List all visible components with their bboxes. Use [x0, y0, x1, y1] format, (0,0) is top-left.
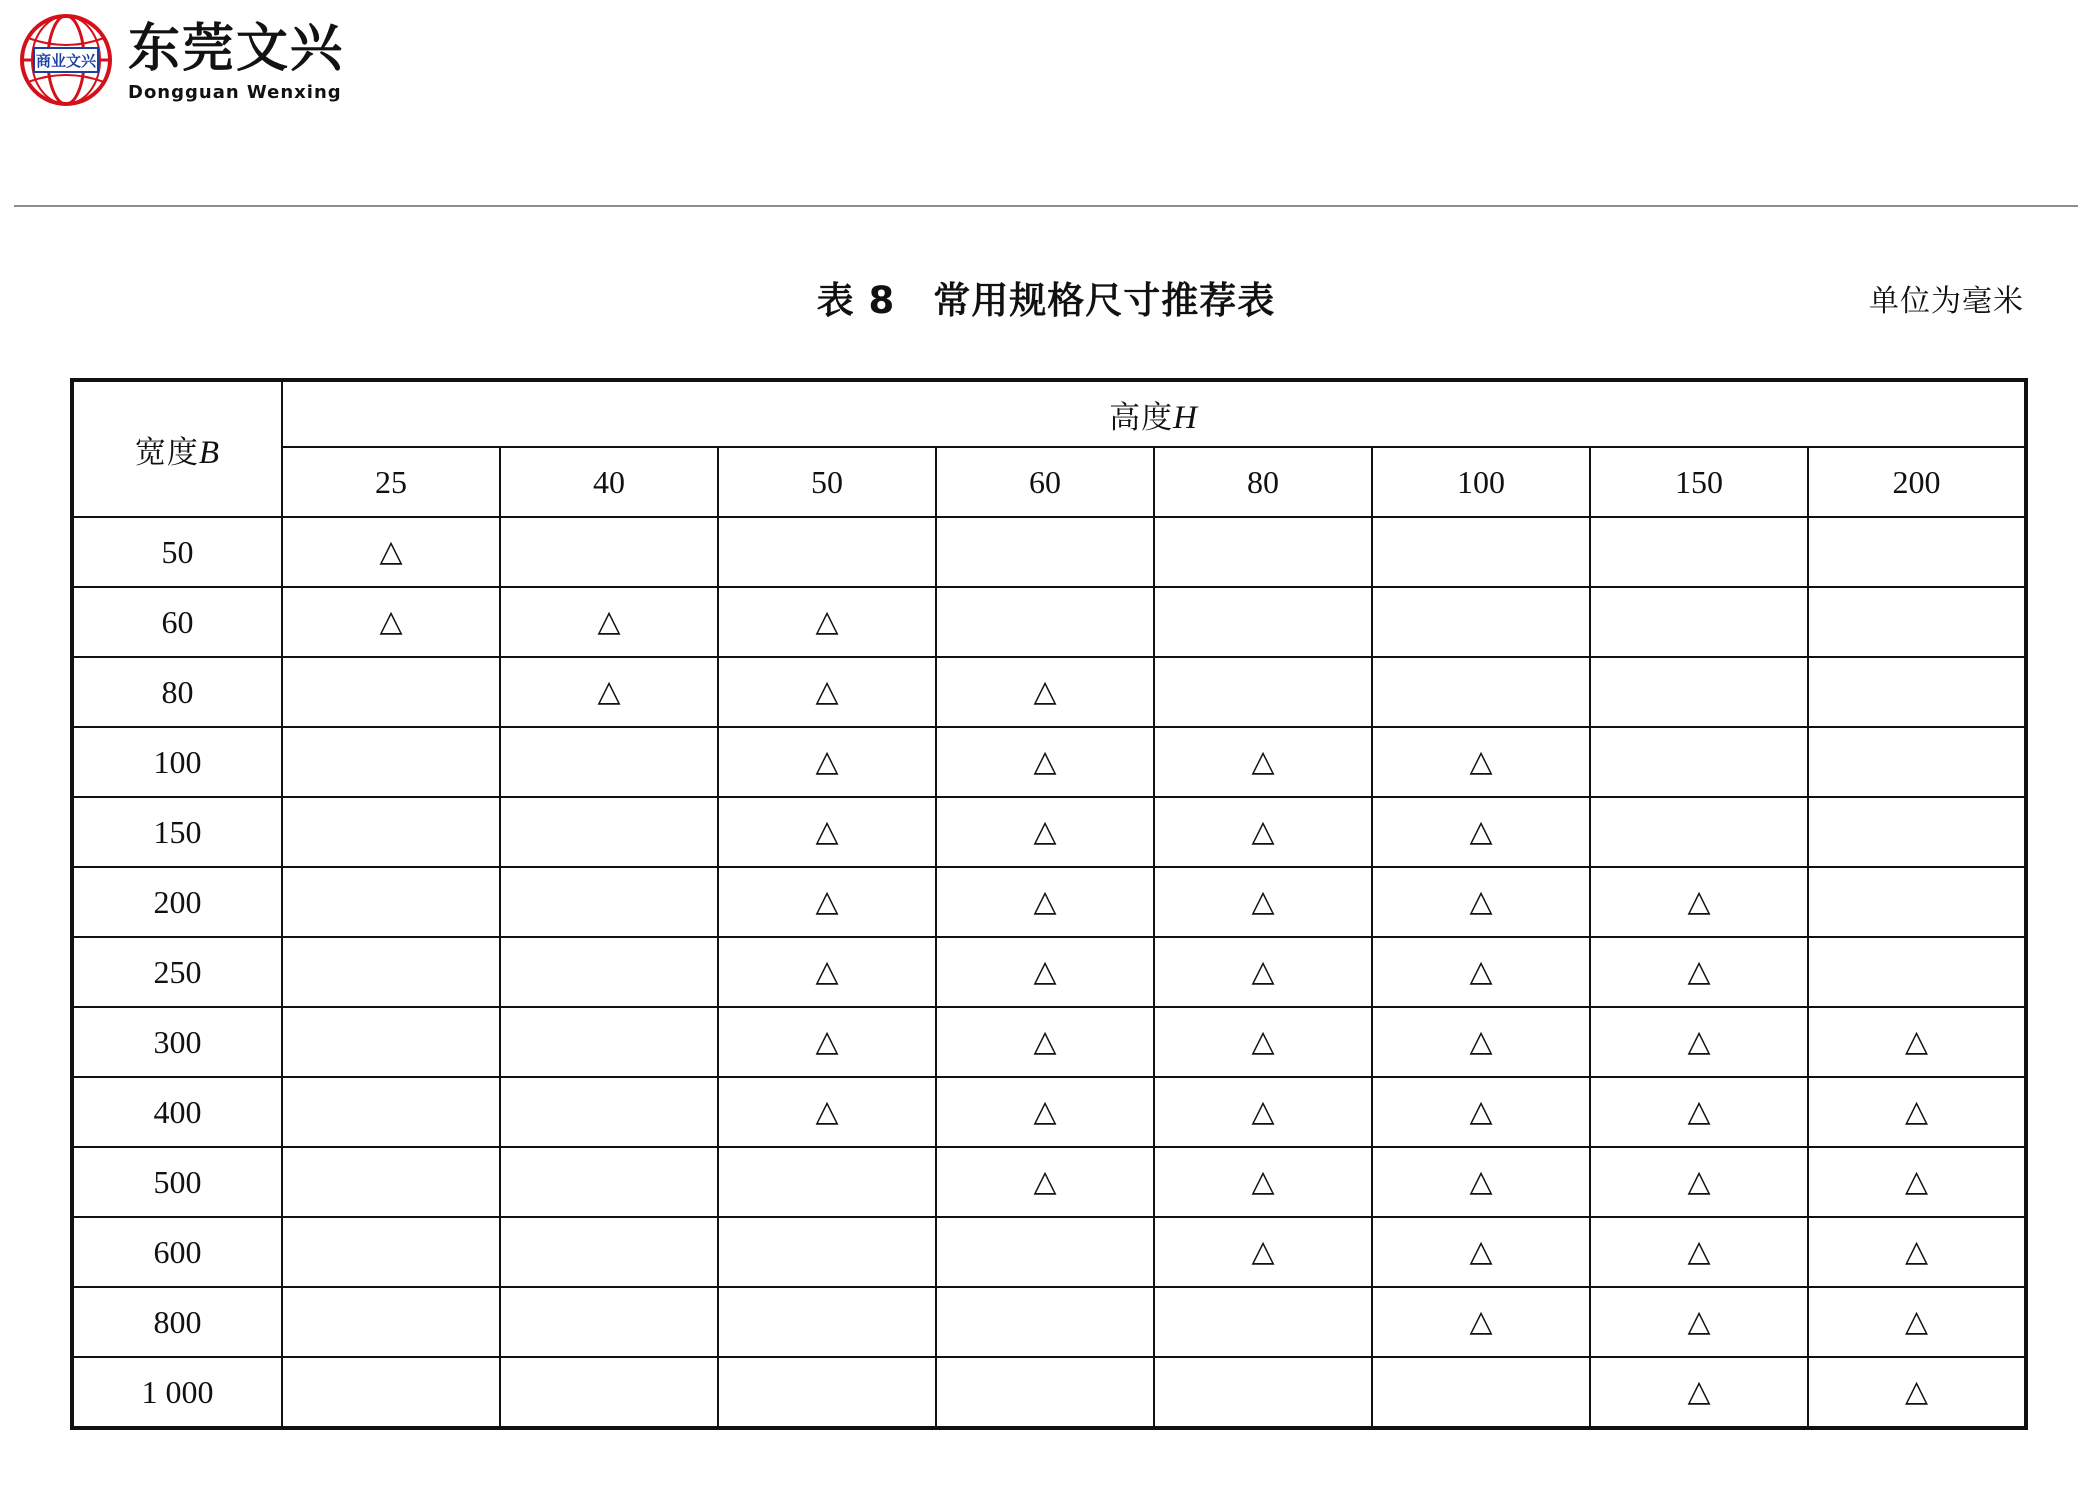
cell-b50-h60: [936, 517, 1154, 587]
cell-b500-h40: [500, 1147, 718, 1217]
triangle-mark-icon: △: [1033, 954, 1057, 989]
cell-b1000-h60: [936, 1357, 1154, 1428]
triangle-mark-icon: △: [1033, 674, 1057, 709]
company-logo: [14, 8, 344, 112]
cell-b300-h60: [936, 1007, 1154, 1077]
triangle-mark-icon: △: [1033, 884, 1057, 919]
cell-b60-h100: [1372, 587, 1590, 657]
triangle-mark-icon: △: [1251, 1094, 1275, 1129]
table-row: [72, 517, 2026, 587]
cell-b500-h200: [1808, 1147, 2026, 1217]
cell-b150-h200: [1808, 797, 2026, 867]
logo-english-name: Dongguan Wenxing: [128, 81, 342, 103]
table-row: [72, 1287, 2026, 1357]
triangle-mark-icon: △: [815, 954, 839, 989]
triangle-mark-icon: △: [1469, 744, 1493, 779]
header-height-25: 25: [282, 447, 500, 517]
cell-b600-h60: [936, 1217, 1154, 1287]
row-label-width-60: 60: [72, 587, 282, 657]
cell-b500-h25: [282, 1147, 500, 1217]
cell-b300-h50: [718, 1007, 936, 1077]
table-row: [72, 1217, 2026, 1287]
row-label-width-400: 400: [72, 1077, 282, 1147]
svg-text:商业文兴: 商业文兴: [35, 52, 97, 70]
cell-b50-h200: [1808, 517, 2026, 587]
cell-b1000-h80: [1154, 1357, 1372, 1428]
header-divider: [14, 205, 2078, 207]
cell-b500-h80: [1154, 1147, 1372, 1217]
triangle-mark-icon: △: [1469, 884, 1493, 919]
triangle-mark-icon: △: [379, 604, 403, 639]
cell-b250-h200: [1808, 937, 2026, 1007]
header-height-h-text: 高度: [1109, 399, 1174, 436]
triangle-mark-icon: △: [1469, 1094, 1493, 1129]
cell-b500-h50: [718, 1147, 936, 1217]
table-head-row-columns: [72, 447, 2026, 517]
table-row: [72, 937, 2026, 1007]
triangle-mark-icon: △: [1905, 1094, 1929, 1129]
row-label-width-500: 500: [72, 1147, 282, 1217]
triangle-mark-icon: △: [1905, 1374, 1929, 1409]
triangle-mark-icon: △: [1251, 954, 1275, 989]
table-row: [72, 867, 2026, 937]
cell-b50-h25: [282, 517, 500, 587]
cell-b80-h50: [718, 657, 936, 727]
triangle-mark-icon: △: [815, 604, 839, 639]
table-row: [72, 1007, 2026, 1077]
cell-b150-h25: [282, 797, 500, 867]
header-height-h-symbol: H: [1173, 399, 1198, 436]
cell-b150-h150: [1590, 797, 1808, 867]
cell-b200-h80: [1154, 867, 1372, 937]
table-row: [72, 727, 2026, 797]
cell-b300-h100: [1372, 1007, 1590, 1077]
cell-b60-h25: [282, 587, 500, 657]
triangle-mark-icon: △: [597, 674, 621, 709]
header-width-b-symbol: B: [198, 434, 221, 471]
cell-b600-h25: [282, 1217, 500, 1287]
cell-b100-h80: [1154, 727, 1372, 797]
row-label-width-100: 100: [72, 727, 282, 797]
row-label-width-300: 300: [72, 1007, 282, 1077]
cell-b500-h100: [1372, 1147, 1590, 1217]
triangle-mark-icon: △: [1033, 744, 1057, 779]
cell-b60-h200: [1808, 587, 2026, 657]
cell-b100-h150: [1590, 727, 1808, 797]
cell-b500-h150: [1590, 1147, 1808, 1217]
cell-b300-h25: [282, 1007, 500, 1077]
row-label-width-150: 150: [72, 797, 282, 867]
cell-b80-h150: [1590, 657, 1808, 727]
header-height-50: 50: [718, 447, 936, 517]
cell-b100-h25: [282, 727, 500, 797]
cell-b300-h40: [500, 1007, 718, 1077]
cell-b150-h100: [1372, 797, 1590, 867]
table-row: [72, 797, 2026, 867]
header-height-40: 40: [500, 447, 718, 517]
cell-b250-h60: [936, 937, 1154, 1007]
triangle-mark-icon: △: [1251, 884, 1275, 919]
cell-b400-h60: [936, 1077, 1154, 1147]
triangle-mark-icon: △: [1033, 1094, 1057, 1129]
cell-b300-h150: [1590, 1007, 1808, 1077]
cell-b80-h80: [1154, 657, 1372, 727]
cell-b600-h80: [1154, 1217, 1372, 1287]
triangle-mark-icon: △: [1687, 1374, 1711, 1409]
cell-b1000-h200: [1808, 1357, 2026, 1428]
triangle-mark-icon: △: [1033, 814, 1057, 849]
cell-b80-h25: [282, 657, 500, 727]
cell-b500-h60: [936, 1147, 1154, 1217]
header-width-b: [72, 380, 282, 517]
cell-b600-h100: [1372, 1217, 1590, 1287]
globe-logo-icon: [14, 8, 118, 112]
triangle-mark-icon: △: [1251, 814, 1275, 849]
spec-table: [70, 378, 2028, 1430]
cell-b800-h50: [718, 1287, 936, 1357]
cell-b200-h100: [1372, 867, 1590, 937]
triangle-mark-icon: △: [1469, 1234, 1493, 1269]
cell-b1000-h40: [500, 1357, 718, 1428]
cell-b400-h200: [1808, 1077, 2026, 1147]
cell-b150-h80: [1154, 797, 1372, 867]
cell-b800-h150: [1590, 1287, 1808, 1357]
cell-b400-h100: [1372, 1077, 1590, 1147]
row-label-width-80: 80: [72, 657, 282, 727]
cell-b250-h25: [282, 937, 500, 1007]
cell-b300-h200: [1808, 1007, 2026, 1077]
cell-b200-h50: [718, 867, 936, 937]
table-body: [72, 517, 2026, 1428]
row-label-width-50: 50: [72, 517, 282, 587]
row-label-width-200: 200: [72, 867, 282, 937]
triangle-mark-icon: △: [597, 604, 621, 639]
cell-b400-h40: [500, 1077, 718, 1147]
cell-b100-h40: [500, 727, 718, 797]
header-height-60: 60: [936, 447, 1154, 517]
triangle-mark-icon: △: [1251, 1024, 1275, 1059]
cell-b300-h80: [1154, 1007, 1372, 1077]
cell-b250-h40: [500, 937, 718, 1007]
table-head-row-group: [72, 380, 2026, 447]
cell-b80-h40: [500, 657, 718, 727]
cell-b800-h80: [1154, 1287, 1372, 1357]
cell-b60-h80: [1154, 587, 1372, 657]
cell-b100-h100: [1372, 727, 1590, 797]
cell-b800-h100: [1372, 1287, 1590, 1357]
triangle-mark-icon: △: [1905, 1164, 1929, 1199]
cell-b1000-h25: [282, 1357, 500, 1428]
triangle-mark-icon: △: [1687, 954, 1711, 989]
triangle-mark-icon: △: [1033, 1024, 1057, 1059]
cell-b400-h25: [282, 1077, 500, 1147]
triangle-mark-icon: △: [1469, 1164, 1493, 1199]
triangle-mark-icon: △: [1687, 1024, 1711, 1059]
cell-b100-h60: [936, 727, 1154, 797]
cell-b250-h50: [718, 937, 936, 1007]
row-label-width-1000: 1 000: [72, 1357, 282, 1428]
cell-b250-h80: [1154, 937, 1372, 1007]
triangle-mark-icon: △: [815, 884, 839, 919]
cell-b1000-h50: [718, 1357, 936, 1428]
table-row: [72, 1077, 2026, 1147]
cell-b200-h60: [936, 867, 1154, 937]
cell-b250-h150: [1590, 937, 1808, 1007]
cell-b800-h60: [936, 1287, 1154, 1357]
triangle-mark-icon: △: [379, 534, 403, 569]
triangle-mark-icon: △: [815, 674, 839, 709]
triangle-mark-icon: △: [1251, 1164, 1275, 1199]
title-row: [0, 270, 2092, 330]
triangle-mark-icon: △: [1251, 1234, 1275, 1269]
cell-b150-h50: [718, 797, 936, 867]
cell-b800-h40: [500, 1287, 718, 1357]
cell-b60-h60: [936, 587, 1154, 657]
unit-note: 单位为毫米: [1869, 284, 2024, 319]
cell-b600-h200: [1808, 1217, 2026, 1287]
cell-b50-h80: [1154, 517, 1372, 587]
cell-b60-h50: [718, 587, 936, 657]
table-head: [72, 380, 2026, 517]
triangle-mark-icon: △: [1687, 1094, 1711, 1129]
triangle-mark-icon: △: [1469, 1304, 1493, 1339]
cell-b250-h100: [1372, 937, 1590, 1007]
cell-b50-h150: [1590, 517, 1808, 587]
triangle-mark-icon: △: [1469, 954, 1493, 989]
logo-chinese-name: 东莞文兴: [128, 18, 345, 79]
cell-b60-h40: [500, 587, 718, 657]
triangle-mark-icon: △: [1687, 1234, 1711, 1269]
triangle-mark-icon: △: [1033, 1164, 1057, 1199]
triangle-mark-icon: △: [815, 1094, 839, 1129]
triangle-mark-icon: △: [1251, 744, 1275, 779]
table-row: [72, 657, 2026, 727]
cell-b1000-h100: [1372, 1357, 1590, 1428]
cell-b600-h150: [1590, 1217, 1808, 1287]
header-width-b-text: 宽度: [134, 434, 199, 471]
cell-b60-h150: [1590, 587, 1808, 657]
triangle-mark-icon: △: [1905, 1024, 1929, 1059]
triangle-mark-icon: △: [1687, 1164, 1711, 1199]
header-height-100: 100: [1372, 447, 1590, 517]
cell-b800-h25: [282, 1287, 500, 1357]
cell-b1000-h150: [1590, 1357, 1808, 1428]
triangle-mark-icon: △: [1469, 1024, 1493, 1059]
cell-b200-h25: [282, 867, 500, 937]
triangle-mark-icon: △: [1687, 1304, 1711, 1339]
cell-b150-h60: [936, 797, 1154, 867]
row-label-width-600: 600: [72, 1217, 282, 1287]
header-height-150: 150: [1590, 447, 1808, 517]
header-height-200: 200: [1808, 447, 2026, 517]
cell-b80-h100: [1372, 657, 1590, 727]
cell-b50-h100: [1372, 517, 1590, 587]
page-title: 表 8 常用规格尺寸推荐表: [816, 279, 1276, 322]
table-row: [72, 1357, 2026, 1428]
cell-b80-h200: [1808, 657, 2026, 727]
header-height-80: 80: [1154, 447, 1372, 517]
triangle-mark-icon: △: [815, 744, 839, 779]
cell-b400-h150: [1590, 1077, 1808, 1147]
triangle-mark-icon: △: [1905, 1234, 1929, 1269]
cell-b200-h150: [1590, 867, 1808, 937]
cell-b600-h50: [718, 1217, 936, 1287]
cell-b400-h80: [1154, 1077, 1372, 1147]
cell-b100-h50: [718, 727, 936, 797]
triangle-mark-icon: △: [1687, 884, 1711, 919]
cell-b200-h40: [500, 867, 718, 937]
cell-b50-h50: [718, 517, 936, 587]
cell-b800-h200: [1808, 1287, 2026, 1357]
header-height-h: [282, 380, 2026, 447]
cell-b600-h40: [500, 1217, 718, 1287]
cell-b50-h40: [500, 517, 718, 587]
cell-b150-h40: [500, 797, 718, 867]
spec-table-wrapper: [70, 378, 2028, 1430]
triangle-mark-icon: △: [1905, 1304, 1929, 1339]
row-label-width-800: 800: [72, 1287, 282, 1357]
row-label-width-250: 250: [72, 937, 282, 1007]
cell-b80-h60: [936, 657, 1154, 727]
cell-b400-h50: [718, 1077, 936, 1147]
triangle-mark-icon: △: [815, 814, 839, 849]
page-header: [0, 0, 2092, 200]
cell-b200-h200: [1808, 867, 2026, 937]
table-row: [72, 1147, 2026, 1217]
triangle-mark-icon: △: [815, 1024, 839, 1059]
triangle-mark-icon: △: [1469, 814, 1493, 849]
cell-b100-h200: [1808, 727, 2026, 797]
table-row: [72, 587, 2026, 657]
